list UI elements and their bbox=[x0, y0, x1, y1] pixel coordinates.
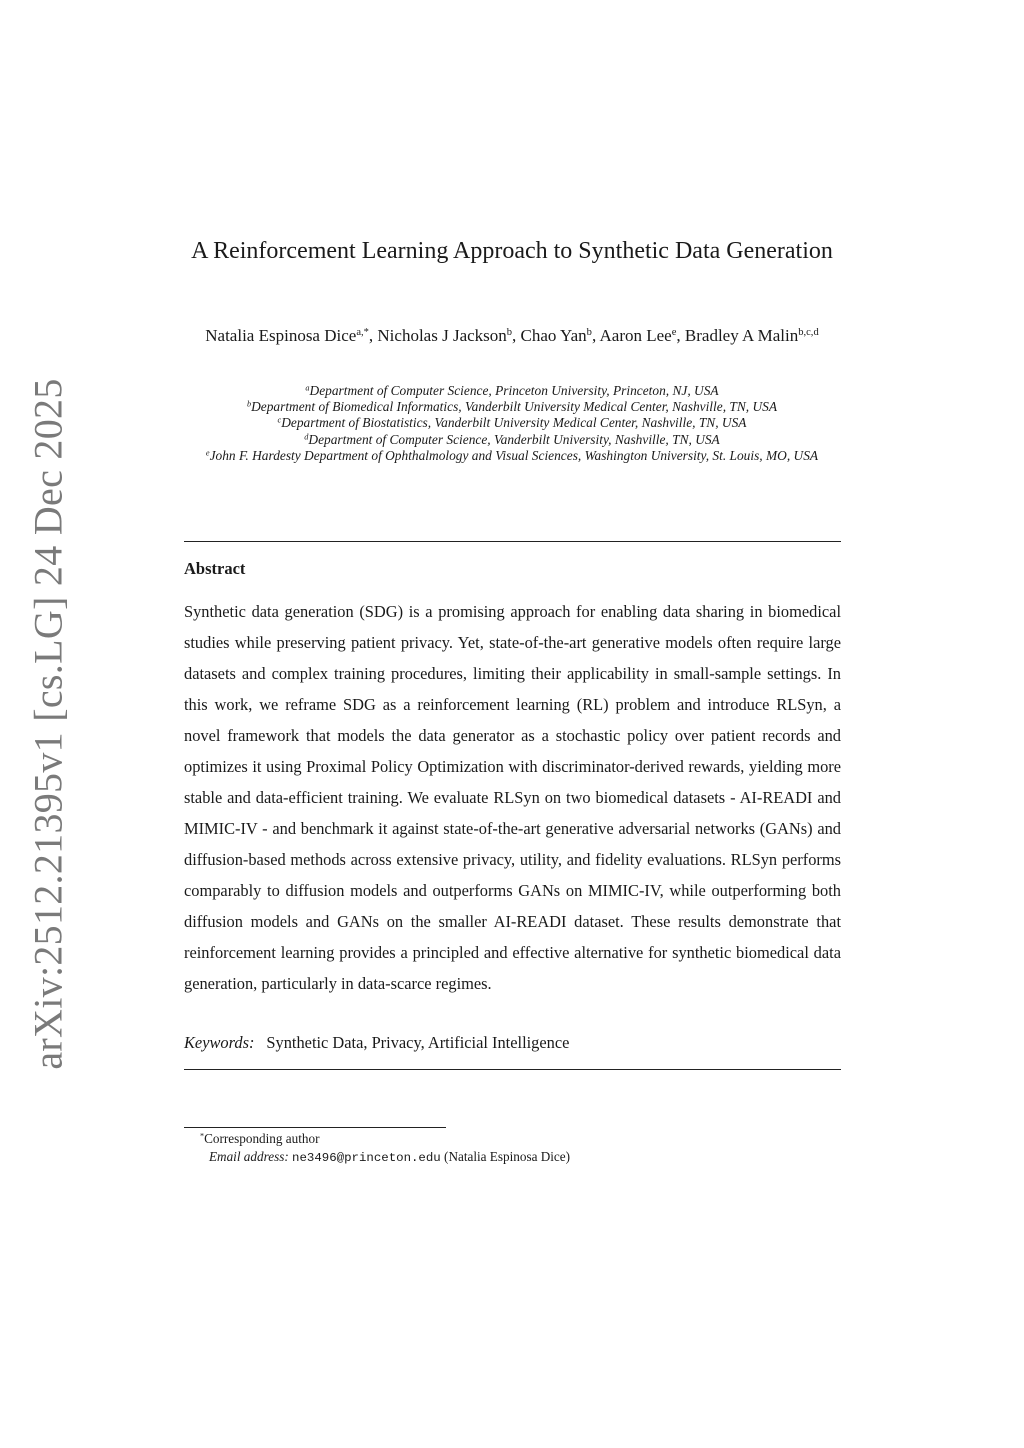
keywords-list: Synthetic Data, Privacy, Artificial Intelligence bbox=[266, 1033, 570, 1052]
author-name: Bradley A Malin bbox=[684, 326, 799, 345]
affiliation-text: Department of Computer Science, Princeton University, Princeton, NJ, USA bbox=[309, 383, 719, 398]
author-name: Nicholas J Jackson bbox=[377, 326, 507, 345]
author-affiliation-mark: b,c,d bbox=[798, 327, 819, 339]
affiliation-mark: c bbox=[277, 415, 282, 425]
email-line bbox=[209, 1148, 570, 1167]
email-address-link[interactable]: ne3496@princeton.edu bbox=[292, 1151, 441, 1165]
footnote-mark: * bbox=[200, 1131, 205, 1141]
corresponding-author-text: Corresponding author bbox=[204, 1131, 320, 1146]
paper-title: A Reinforcement Learning Approach to Synthetic Data Generation bbox=[191, 238, 833, 264]
author-affiliation-mark: b bbox=[586, 327, 592, 339]
author-list: Natalia Espinosa Dice$^{a,*}$, Nicholas J Jackson$^b$, Chao Yan$^b$, Aaron Lee$^e$, Bradley A Malin$^{b,c,d}$ bbox=[205, 326, 819, 345]
keywords-line bbox=[184, 1031, 841, 1055]
affiliation-mark: a bbox=[305, 383, 310, 393]
affiliation-text: Department of Biostatistics, Vanderbilt University Medical Center, Nashville, TN, USA bbox=[281, 415, 747, 431]
corresponding-author-note bbox=[200, 1130, 570, 1148]
affiliation bbox=[180, 415, 844, 431]
affiliation-mark: d bbox=[304, 432, 309, 442]
affiliation bbox=[180, 383, 844, 399]
affiliation bbox=[180, 448, 844, 464]
affiliation-list bbox=[180, 383, 844, 464]
affiliation bbox=[180, 399, 844, 415]
affiliation-mark: b bbox=[246, 399, 252, 409]
abstract-bottom-rule bbox=[184, 1069, 841, 1070]
abstract-text: Synthetic data generation (SDG) is a promising approach for enabling data sharing in biomedical studies while preserving patient privacy. Yet, state-of-the-art generative models often require large datasets and complex training procedures, limiting their applicability in small-sample settings. In this work, we reframe SDG as a reinforcement learning (RL) problem and introduce RLSyn, a novel framework that models the data generator as a stochastic policy over patient records and optimizes it using Proximal Policy Optimization with discriminator-derived rewards, yielding more stable and data-efficient training. We evaluate RLSyn on two biomedical datasets - AI-READI and MIMIC-IV - and benchmark it against state-of-the-art generative adversarial networks (GANs) and diffusion-based methods across extensive privacy, utility, and fidelity evaluations. RLSyn performs comparably to diffusion models and outperforms GANs on MIMIC-IV, while outperforming both diffusion models and GANs on the smaller AI-READI dataset. These results demonstrate that reinforcement learning provides a principled and effective alternative for synthetic biomedical data generation, particularly in data-scarce regimes. bbox=[184, 602, 841, 993]
footnote-rule bbox=[184, 1127, 446, 1128]
footnote bbox=[200, 1130, 570, 1167]
affiliation-mark: e bbox=[205, 448, 210, 458]
abstract-top-rule bbox=[184, 541, 841, 542]
author-name: Chao Yan bbox=[520, 326, 587, 345]
affiliation bbox=[180, 432, 844, 448]
affiliation-text: John F. Hardesty Department of Ophthalmology and Visual Sciences, Washington University, St. Louis, MO, USA bbox=[209, 447, 819, 463]
affiliation-text: Department of Computer Science, Vanderbilt University, Nashville, TN, USA bbox=[308, 431, 720, 447]
author-affiliation-mark: a,* bbox=[356, 327, 369, 339]
affiliation-text: Department of Biomedical Informatics, Vanderbilt University Medical Center, Nashville, TN, USA bbox=[251, 399, 778, 415]
email-owner: (Natalia Espinosa Dice) bbox=[444, 1149, 571, 1164]
abstract-heading: Abstract bbox=[184, 559, 246, 578]
arxiv-identifier-stamp: arXiv:2512.21395v1 [cs.LG] 24 Dec 2025 bbox=[25, 378, 71, 1070]
author-name: Natalia Espinosa Dice bbox=[205, 326, 357, 345]
email-label: Email address: bbox=[209, 1149, 289, 1164]
author-name: Aaron Lee bbox=[599, 326, 672, 345]
author-affiliation-mark: e bbox=[671, 327, 677, 339]
author-affiliation-mark: b bbox=[506, 327, 513, 339]
keywords-label: Keywords: bbox=[184, 1033, 255, 1052]
